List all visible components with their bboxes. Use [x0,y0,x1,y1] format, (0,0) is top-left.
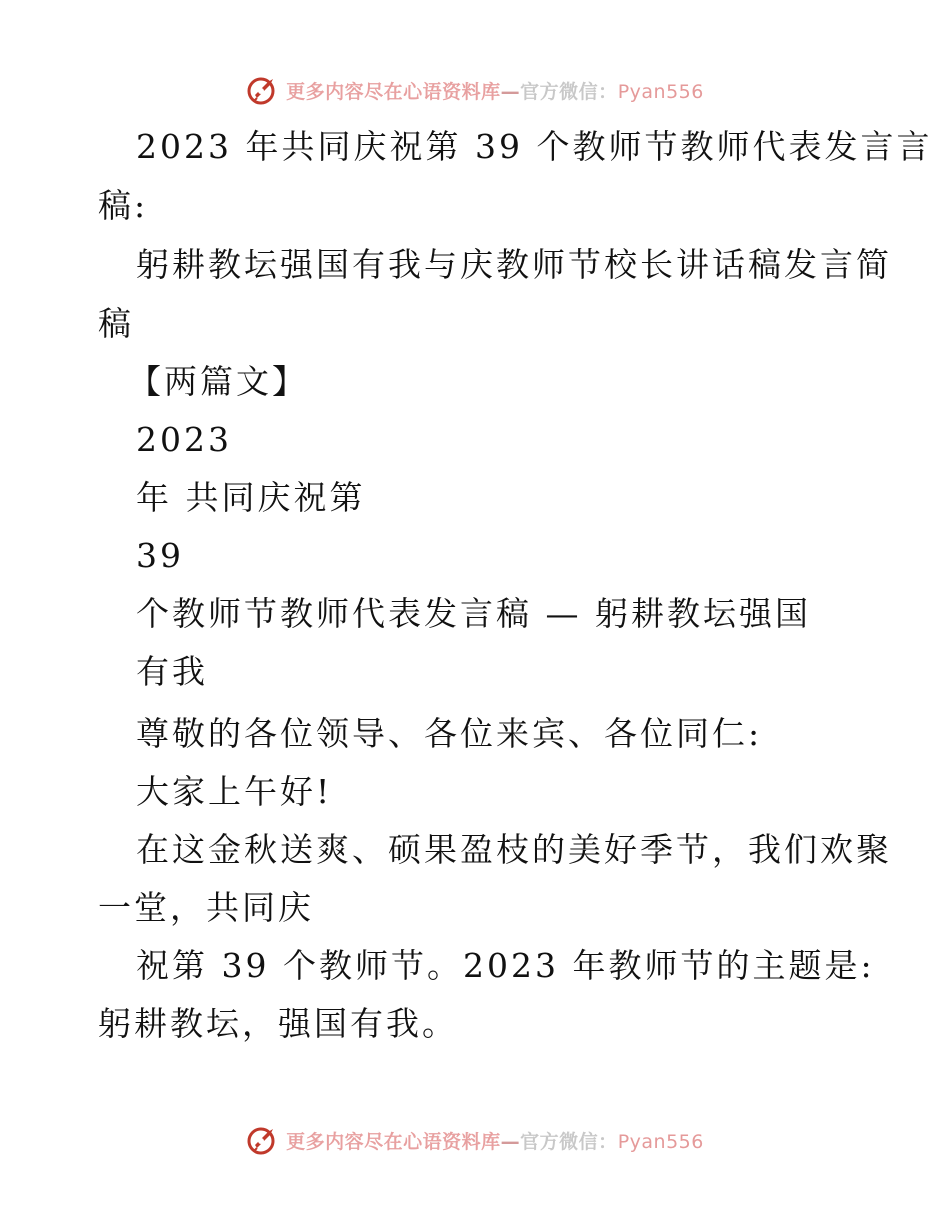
quill-pen-logo-icon [246,1123,280,1157]
watermark-id: Pyan556 [617,80,704,103]
watermark-site: 更多内容尽在心语资料库 [286,1130,501,1153]
section-bracket-note: 【两篇文】 [128,362,308,401]
heading-number: 39 [136,536,184,575]
footer-watermark [0,1120,950,1160]
watermark-official: 官方微信： [520,1130,618,1153]
heading-celebrate: 年 共同庆祝第 [136,478,366,517]
watermark-text [286,77,704,104]
subtitle-line-1: 躬耕教坛强国有我与庆教师节校长讲话稿发言简 [136,245,892,284]
paragraph-2-line-1: 祝第 39 个教师节。2023 年教师节的主题是: [136,946,875,985]
heading-speech-title: 个教师节教师代表发言稿 — 躬耕教坛强国 [136,594,811,633]
heading-year: 2023 [136,420,232,459]
watermark-dash: — [500,1130,521,1153]
paragraph-2-line-2: 躬耕教坛，强国有我。 [98,1004,458,1043]
watermark-site: 更多内容尽在心语资料库 [286,80,501,103]
greeting: 大家上午好! [136,772,333,811]
subtitle-line-2: 稿 [98,304,134,343]
title-line-2: 稿: [98,186,149,225]
heading-speech-title-end: 有我 [136,652,208,691]
paragraph-1-line-1: 在这金秋送爽、硕果盈枝的美好季节，我们欢聚 [136,830,892,869]
quill-pen-logo-icon [246,73,280,107]
watermark-official: 官方微信： [520,80,618,103]
watermark-dash: — [500,80,521,103]
header-watermark [0,70,950,110]
paragraph-1-line-2: 一堂，共同庆 [98,888,314,927]
watermark-text [286,1127,704,1154]
title-line-1: 2023 年共同庆祝第 39 个教师节教师代表发言言 [136,127,933,166]
watermark-id: Pyan556 [617,1130,704,1153]
salutation: 尊敬的各位领导、各位来宾、各位同仁: [136,714,763,753]
